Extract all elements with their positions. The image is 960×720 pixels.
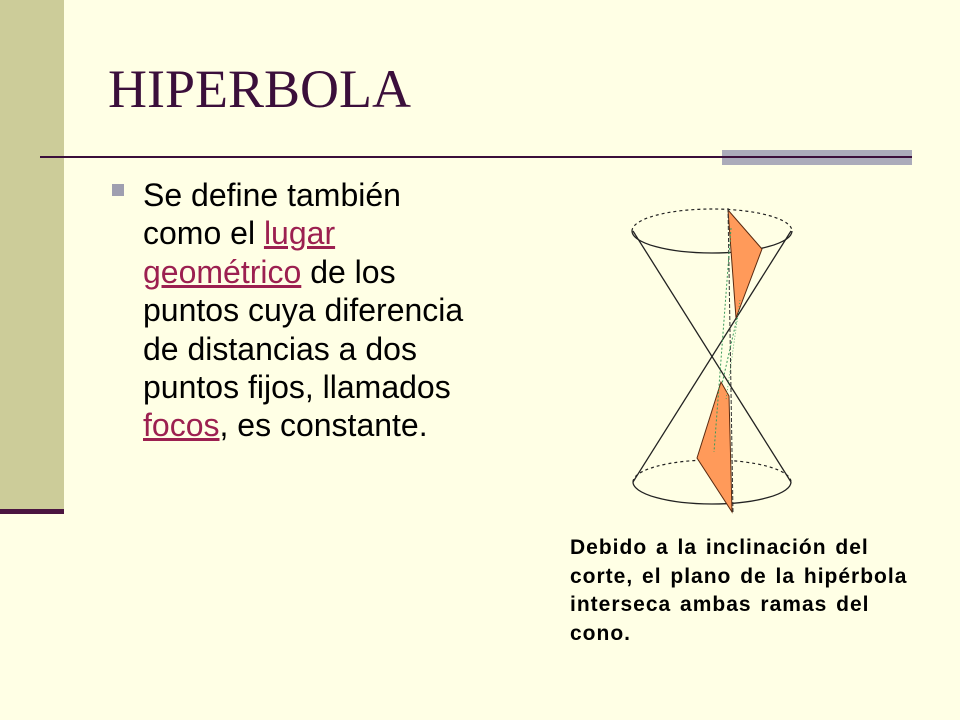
bullet-paragraph — [143, 176, 477, 445]
link-focos[interactable]: focos — [143, 407, 220, 444]
top-ellipse-back-arc — [632, 209, 792, 231]
top-ellipse-front-arc — [632, 231, 792, 253]
title-rule — [40, 156, 912, 158]
guide-dotted-line-3 — [726, 300, 740, 400]
side-bar-decoration — [0, 0, 64, 509]
double-cone-diagram — [620, 200, 805, 520]
square-bullet-icon — [112, 184, 124, 196]
bullet-text-part-1: Se define también como el — [143, 177, 401, 252]
side-bar-foot-line — [0, 509, 64, 514]
slide-title: HIPERBOLA — [108, 59, 412, 119]
upper-hyperbola-plane — [728, 210, 762, 318]
lower-hyperbola-plane — [697, 382, 732, 512]
link-lugar-geometrico[interactable]: lugar geométrico — [143, 215, 336, 290]
diagram-caption: Debido a la inclinación del corte, el plano de la hipérbola interseca ambas ramas del cono. — [570, 536, 908, 646]
bullet-text-part-2: de los puntos cuya diferencia de distancias a dos puntos fijos, llamados — [143, 253, 464, 406]
bottom-ellipse-front-arc — [633, 482, 791, 504]
bullet-text-part-3: , es constante. — [219, 407, 428, 444]
